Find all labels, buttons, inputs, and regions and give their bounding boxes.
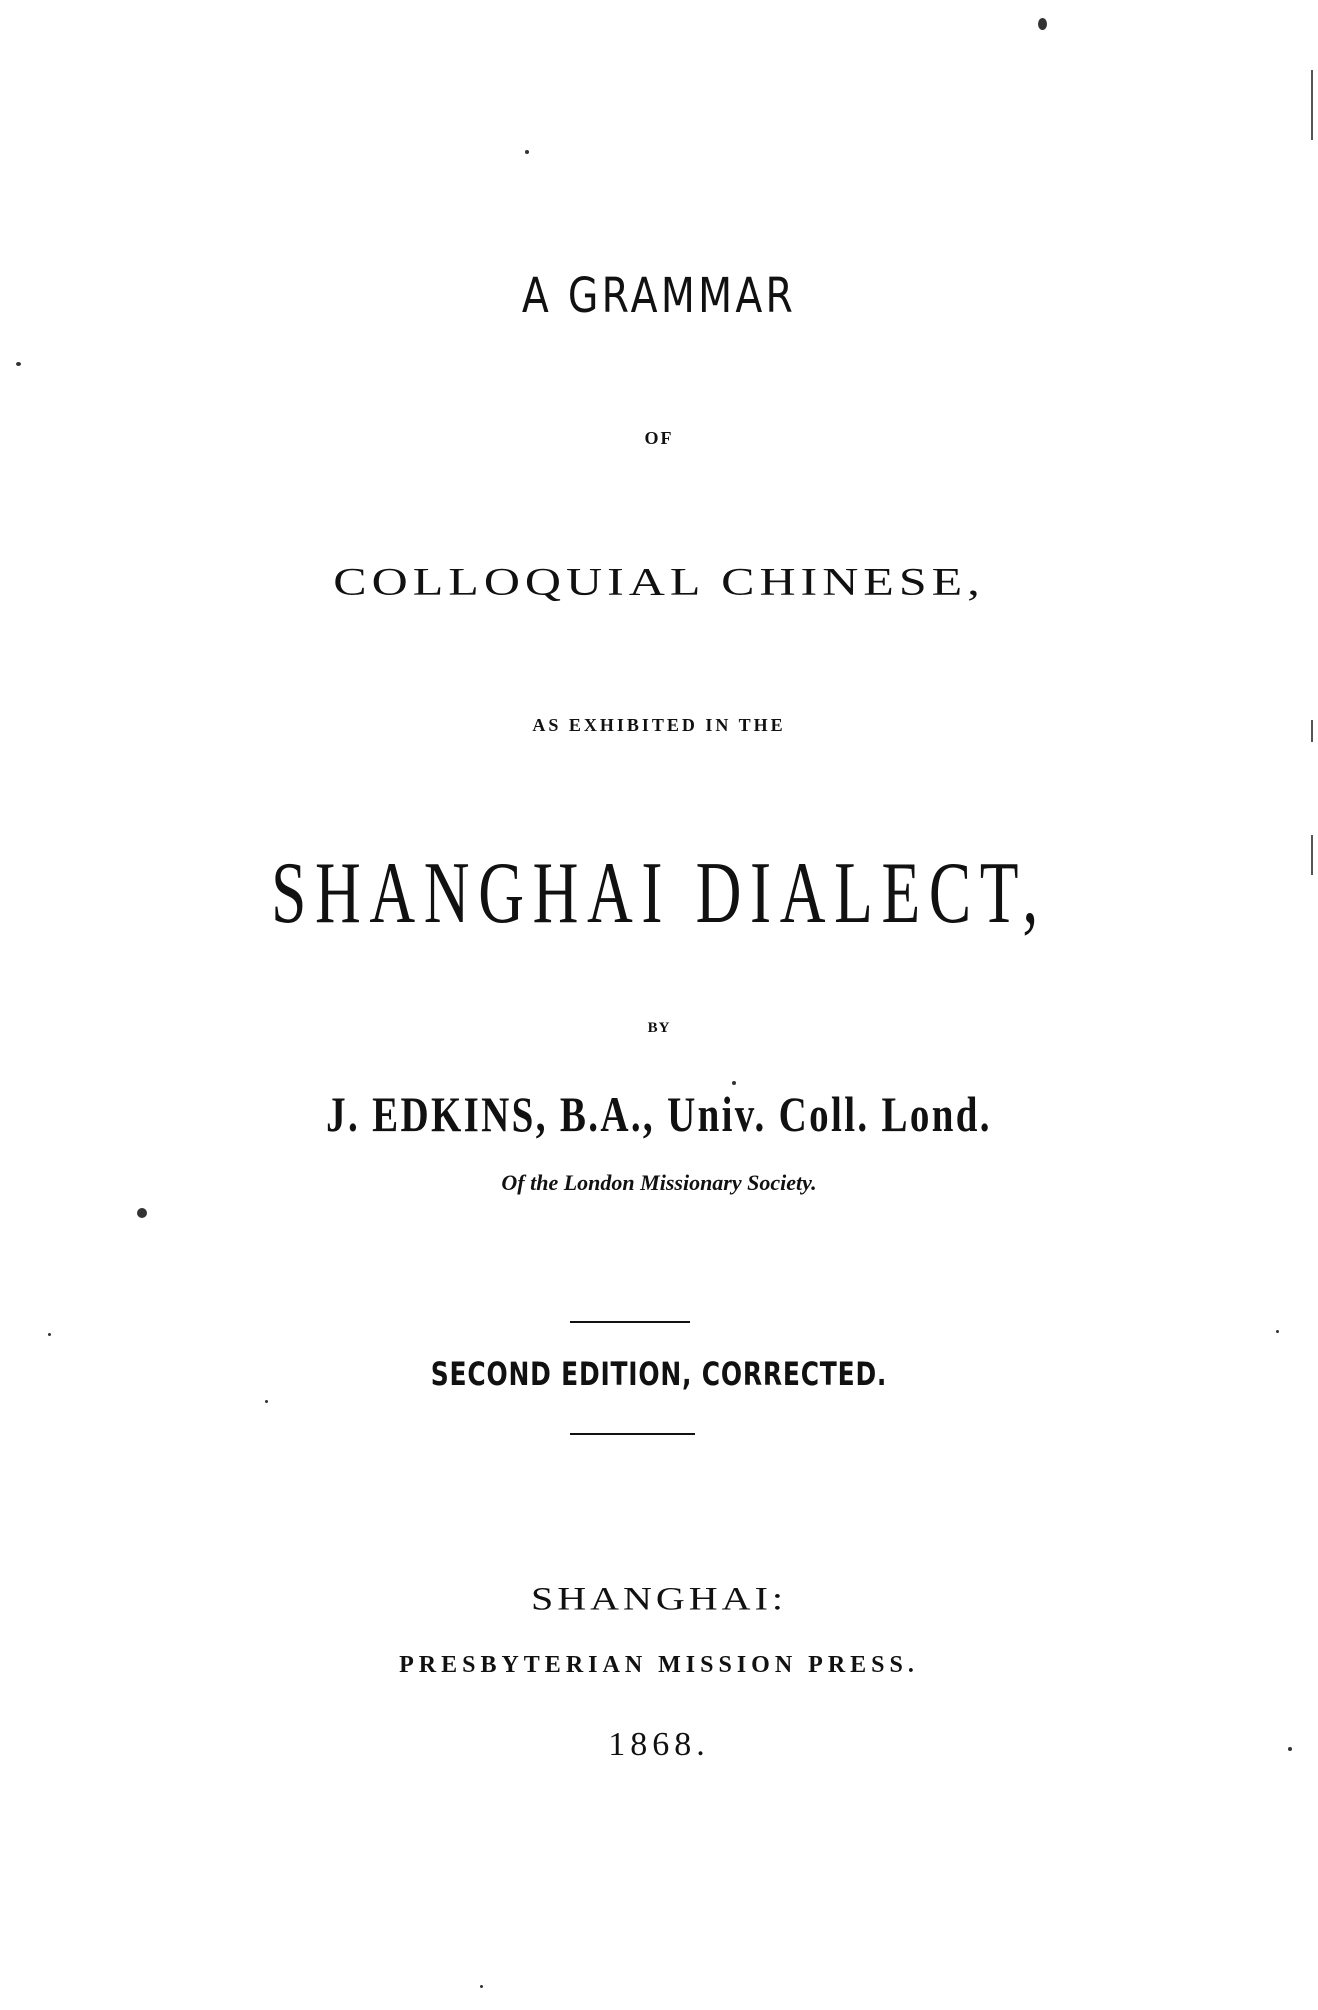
scan-speck: [732, 1081, 736, 1085]
title-connector-exhibited: AS EXHIBITED IN THE: [532, 715, 786, 735]
divider-rule-bottom: [570, 1433, 695, 1435]
scan-speck: [48, 1333, 51, 1336]
scan-edge-mark: [1311, 720, 1313, 742]
scan-speck: [1288, 1747, 1292, 1751]
publication-year: 1868.: [608, 1726, 710, 1763]
edition-statement: SECOND EDITION, CORRECTED.: [430, 1355, 888, 1393]
scan-edge-mark: [1311, 70, 1313, 140]
author-affiliation: Of the London Missionary Society.: [501, 1170, 817, 1195]
scan-edge-mark: [1311, 835, 1313, 875]
book-title: A GRAMMAR: [521, 268, 797, 324]
publication-place: SHANGHAI:: [531, 1580, 787, 1617]
author-name: J. EDKINS, B.A., Univ. Coll. Lond.: [326, 1086, 992, 1142]
book-dialect: SHANGHAI DIALECT,: [271, 845, 1047, 942]
scan-speck: [525, 150, 529, 154]
scan-speck: [265, 1400, 268, 1403]
scan-speck: [1276, 1330, 1279, 1333]
scan-speck: [1038, 18, 1047, 30]
scan-speck: [137, 1208, 147, 1218]
book-subject: COLLOQUIAL CHINESE,: [333, 559, 985, 603]
publisher-name: PRESBYTERIAN MISSION PRESS.: [399, 1652, 919, 1678]
title-connector-by: BY: [647, 1020, 671, 1036]
divider-rule-top: [570, 1321, 690, 1323]
title-connector-of: OF: [644, 428, 674, 448]
scan-speck: [480, 1985, 483, 1988]
scan-speck: [16, 362, 21, 366]
